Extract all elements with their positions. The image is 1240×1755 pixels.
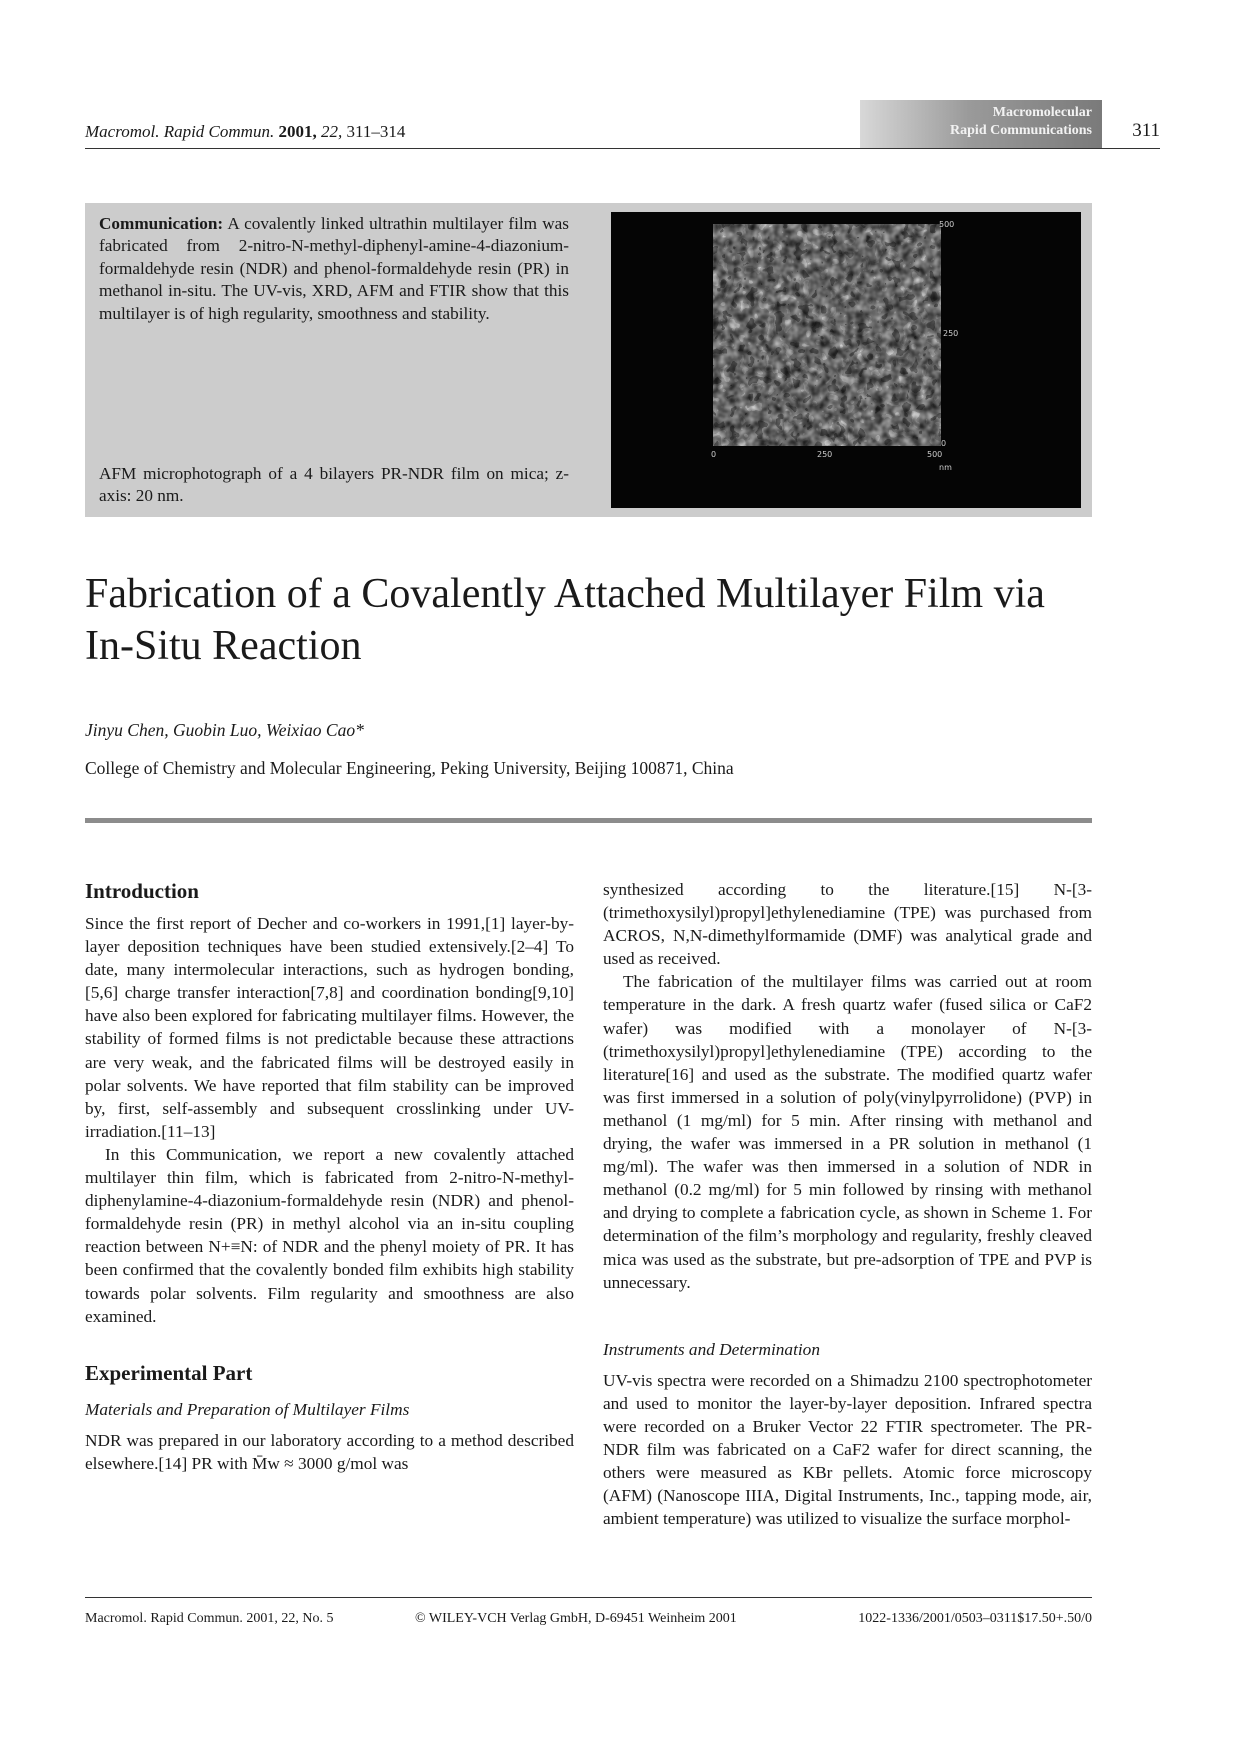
page-number: 311	[1132, 120, 1160, 141]
instruments-subheading: Instruments and Determination	[603, 1339, 820, 1359]
afm-image	[611, 212, 1081, 508]
intro-paragraph-1: Since the first report of Decher and co-workers in 1991,[1] layer-by-layer deposition techniques have been studied extensively.[2–4] To date, many intermolecular interactions, such as hydrogen bonding,[5,6] charge transfer interaction[7,8] and coordination bonding[9,10] have also been explored for fabricating multilayer films. However, the stability of formed films is not predictable because these attractions are very weak, and the fabricated films will be destroyed easily in polar solvents. We have reported that film stability can be improved by, first, self-assembly and subsequent crosslinking under UV-irradiation.[11–13]	[85, 914, 574, 1141]
logo-line2: Rapid Communications	[950, 123, 1092, 138]
materials-continued-paragraph: synthesized according to the literature.[15] N-[3-(trimethoxysilyl)propyl]ethylenediamine (TPE) was purchased from ACROS, N,N-dimethylformamide (DMF) was analytical grade and used as received.	[603, 880, 1092, 969]
graphical-abstract	[85, 203, 1092, 517]
header-rule	[85, 148, 1160, 149]
section-separator	[85, 818, 1092, 823]
afm-x-unit: nm	[939, 463, 952, 472]
afm-x-tick: 0	[711, 450, 717, 459]
running-header	[85, 100, 1160, 150]
footer-citation: Macromol. Rapid Commun. 2001, 22, No. 5	[85, 1611, 334, 1626]
afm-x-tick: 500	[927, 450, 943, 459]
afm-y-tick: 250	[943, 329, 959, 338]
abstract-label: Communication:	[99, 214, 224, 233]
afm-y-tick: 0	[941, 439, 947, 448]
afm-y-tick: 500	[939, 220, 955, 229]
afm-micrograph	[611, 212, 1081, 508]
fabrication-paragraph: The fabrication of the multilayer films was carried out at room temperature in the dark. A fresh quartz wafer (fused silica or CaF2 wafer) was modified with a monolayer of N-[3-(trimethoxysilyl)propyl]ethylenediamine (TPE) according to the literature[16] and used as the substrate. The modified quartz wafer was first immersed in a solution of poly(vinylpyrrolidone) (PVP) in methanol (1 mg/ml) for 5 min. After rinsing with methanol and drying, the wafer was immersed in a PR solution in methanol (1 mg/ml). The wafer was then immersed in a solution of NDR in methanol (0.2 mg/ml) for 5 min followed by rinsing with methanol and drying to complete a fabrication cycle, as shown in Scheme 1. For determination of the film’s morphology and regularity, freshly cleaved mica was used as the substrate, but pre-adsorption of TPE and PVP is unnecessary.	[603, 972, 1092, 1292]
journal-logo	[860, 100, 1102, 148]
materials-subheading: Materials and Preparation of Multilayer Films	[85, 1399, 410, 1419]
experimental-heading: Experimental Part	[85, 1360, 253, 1385]
logo-line1: Macromolecular	[992, 105, 1092, 120]
authors: Jinyu Chen, Guobin Luo, Weixiao Cao*	[85, 720, 364, 740]
afm-scan-area	[713, 224, 941, 446]
footer-copyright: © WILEY-VCH Verlag GmbH, D-69451 Weinheim 2001	[415, 1611, 737, 1626]
materials-paragraph: NDR was prepared in our laboratory according to a method described elsewhere.[14] PR with M̄w ≈ 3000 g/mol was	[85, 1430, 574, 1473]
affiliation: College of Chemistry and Molecular Engineering, Peking University, Beijing 100871, China	[85, 758, 734, 778]
afm-x-tick: 250	[817, 450, 833, 459]
footer-issn: 1022-1336/2001/0503–0311$17.50+.50/0	[858, 1611, 1092, 1626]
left-column	[85, 878, 574, 1475]
journal-citation: Macromol. Rapid Commun. 2001, 22, 311–314	[85, 122, 406, 141]
intro-heading: Introduction	[85, 879, 199, 903]
abstract-text	[99, 213, 569, 325]
intro-paragraph-2: In this Communication, we report a new covalently attached multilayer thin film, which is fabricated from 2-nitro-N-methyl-diphenylamine-4-diazonium-formaldehyde resin (NDR) and phenol-formaldehyde resin (PR) in methyl alcohol via an in-situ coupling reaction between N+≡N: of NDR and the phenyl moiety of PR. It has been confirmed that the covalently bonded film exhibits high stability towards polar solvents. Film regularity and smoothness are also examined.	[85, 1144, 574, 1326]
abstract-body: A covalently linked ultrathin multilayer film was fabricated from 2-nitro-N-methyl-diphenyl-amine-4-diazonium-formaldehyde resin (NDR) and phenol-formaldehyde resin (PR) in methanol in-situ. The UV-vis, XRD, AFM and FTIR show that this multilayer is of high regularity, smoothness and stability.	[99, 214, 569, 323]
right-column	[603, 878, 1092, 1530]
abstract-caption: AFM microphotograph of a 4 bilayers PR-NDR film on mica; z-axis: 20 nm.	[99, 464, 569, 506]
instruments-paragraph: UV-vis spectra were recorded on a Shimadzu 2100 spectrophotometer and used to monitor the layer-by-layer deposition. Infrared spectra were recorded on a Bruker Vector 22 FTIR spectrometer. The PR-NDR film was fabricated on a CaF2 wafer for direct scanning, the others were measured as KBr pellets. Atomic force microscopy (AFM) (Nanoscope IIIA, Digital Instruments, Inc., tapping mode, air, ambient temperature) was utilized to visualize the surface morphol-	[603, 1370, 1092, 1529]
footer-rule	[85, 1597, 1092, 1598]
article-title: Fabrication of a Covalently Attached Multilayer Film via In-Situ Reaction	[85, 571, 1045, 669]
